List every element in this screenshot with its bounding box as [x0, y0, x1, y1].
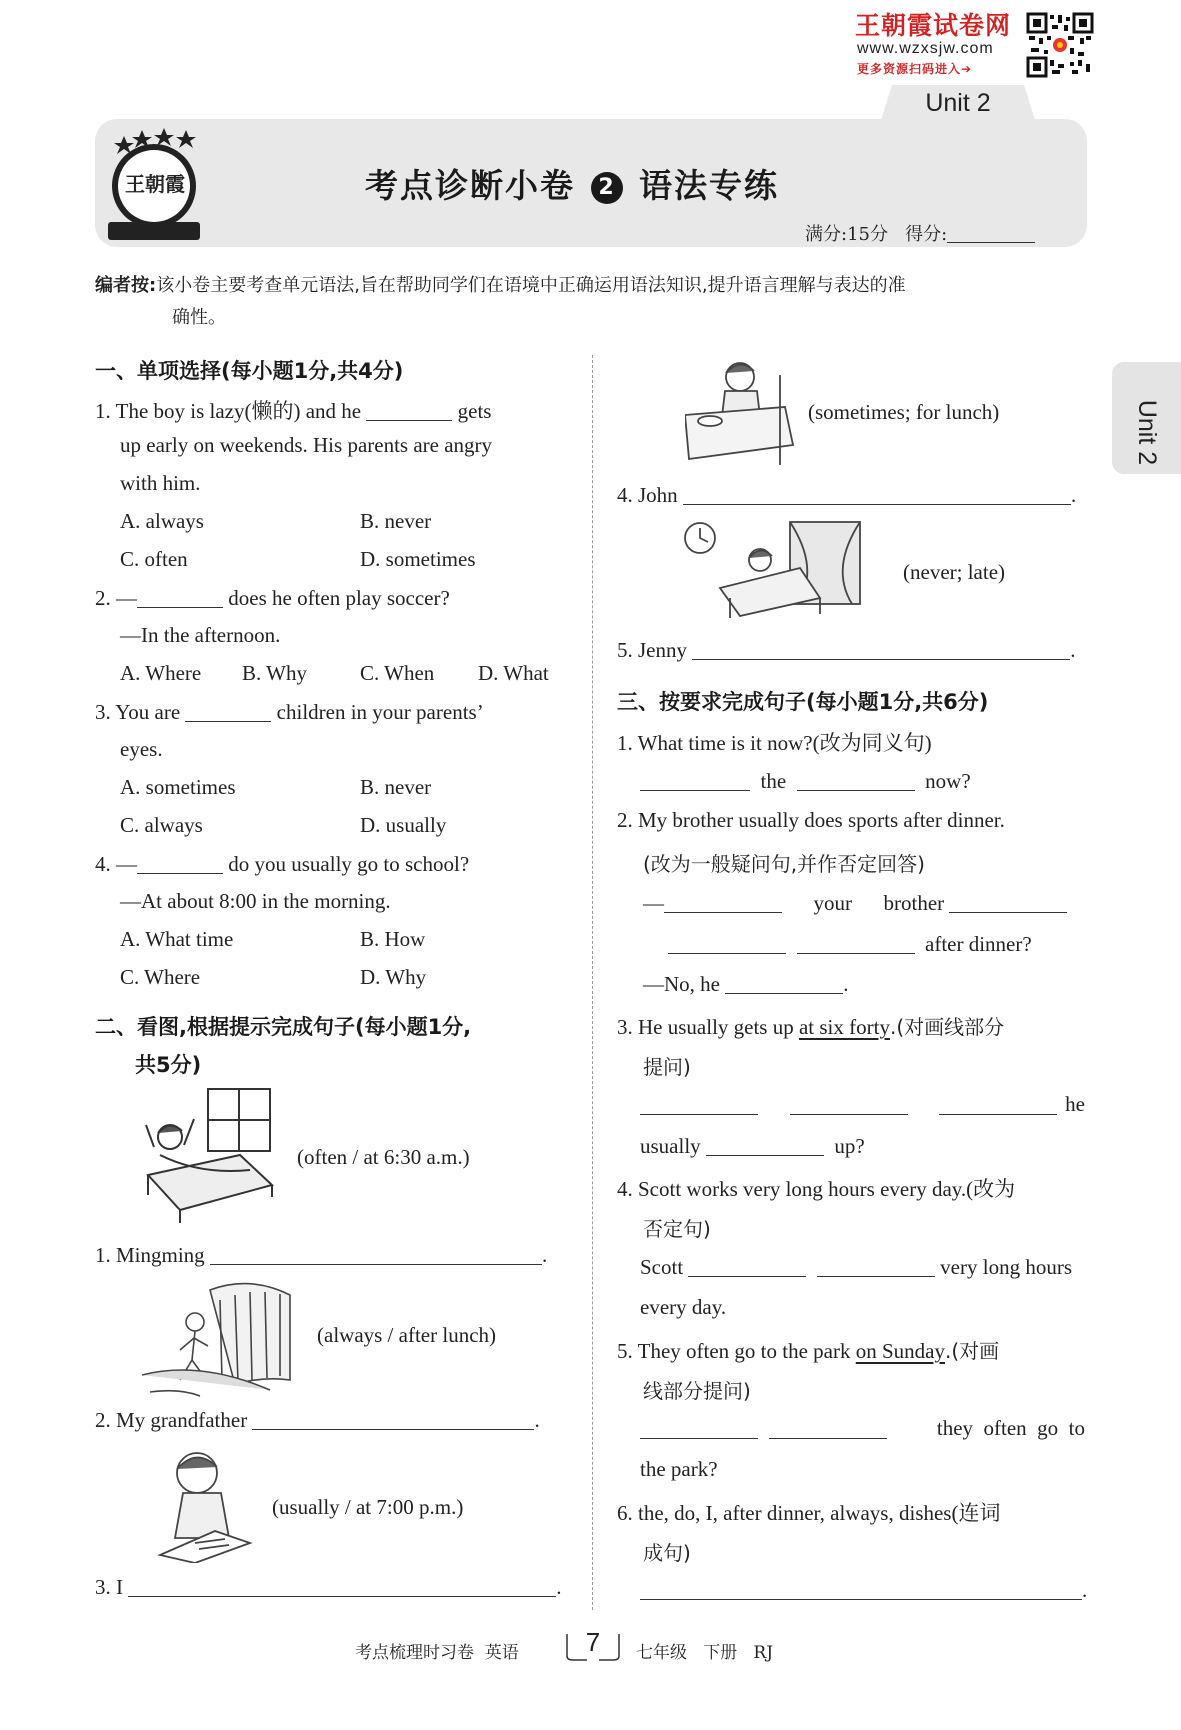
s1-q3-option-a[interactable]: A. sometimes [120, 775, 236, 799]
brand-more[interactable]: 更多资源扫码进入➔ [857, 62, 973, 76]
footer-right: 七年级 下册 RJ [636, 1643, 774, 1663]
s3-q5-stem: 5. They often go to the park [617, 1339, 856, 1363]
s2-hint1: (often / at 6:30 a.m.) [297, 1145, 470, 1169]
s1-q1-option-d[interactable]: D. sometimes [360, 547, 476, 571]
s1-q1-blank[interactable] [366, 398, 452, 421]
title-suffix: 语法专练 [639, 166, 779, 205]
s3-q5-word1: they often go to [936, 1416, 1085, 1440]
s1-q3-line2: eyes. [120, 737, 163, 761]
s2-q4-blank[interactable] [683, 482, 1071, 505]
s3-q2-line2: (改为一般疑问句,并作否定回答) [643, 852, 925, 876]
s3-q6-blank[interactable] [640, 1577, 1082, 1600]
s3-q1-word2: now? [925, 769, 971, 794]
s3-q3-underlined: at six forty [798, 1015, 890, 1039]
s1-q2-line2: —In the afternoon. [120, 623, 281, 647]
s3-q5-line1 [617, 1335, 999, 1364]
s3-q5-blank2[interactable] [769, 1416, 887, 1439]
s3-q5-line3 [640, 1416, 1085, 1442]
s3-q3-blank3[interactable] [939, 1092, 1057, 1115]
s3-q2-word1: your [813, 891, 852, 916]
s3-q2-dash: — [643, 891, 664, 916]
full-score: 满分:15分 [805, 224, 888, 245]
s1-q1-stem-end: gets [457, 399, 492, 423]
brand-url[interactable]: www.wzxsjw.com [857, 40, 994, 57]
s1-q4-option-d[interactable]: D. Why [360, 965, 427, 989]
page-number: 7 [585, 1627, 601, 1657]
s2-q3-period: . [556, 1575, 562, 1600]
brand-logo-text: 王朝霞 [125, 172, 185, 196]
s2-q2 [95, 1407, 540, 1433]
s3-q2-period: . [843, 972, 849, 997]
s3-q4-word2: very long hours [940, 1255, 1072, 1280]
editor-note-cont: 确性。 [172, 307, 226, 328]
column-divider [592, 355, 593, 1610]
s3-q3-blank2[interactable] [790, 1092, 908, 1115]
score-line [805, 220, 1035, 246]
s3-q3-word1: he [1065, 1092, 1085, 1116]
section1-title: 一、单项选择(每小题1分,共4分) [95, 359, 404, 383]
s3-q6-line1: 6. the, do, I, after dinner, always, dishes(连词 [617, 1501, 1001, 1525]
s1-q2-option-b[interactable]: B. Why [242, 661, 307, 685]
s1-q2-option-a[interactable]: A. Where [120, 661, 202, 685]
s3-q3-line3 [640, 1092, 1085, 1118]
s1-q1-line1 [95, 395, 491, 425]
section2-title: 二、看图,根据提示完成句子(每小题1分, [95, 1015, 472, 1039]
boy-waking-picture [140, 1085, 280, 1225]
s3-q2-blank1[interactable] [664, 890, 782, 913]
s1-q1-stem: 1. The boy is lazy(懒的) and he [95, 399, 362, 423]
s2-q1 [95, 1242, 547, 1268]
grandfather-walking-picture [140, 1280, 300, 1400]
s1-q4-blank[interactable] [137, 851, 223, 874]
s2-hint2: (always / after lunch) [317, 1323, 497, 1347]
s2-q2-stem: 2. My grandfather [95, 1408, 248, 1433]
s2-q5-blank[interactable] [692, 637, 1070, 660]
score-blank[interactable] [947, 223, 1035, 243]
s1-q4-stem: 4. — [95, 852, 137, 877]
s3-q4-line4: every day. [640, 1295, 727, 1319]
footer-left: 考点梳理时习卷 英语 [355, 1643, 519, 1663]
s3-q2-blank4[interactable] [797, 931, 915, 954]
s3-q1-line1: 1. What time is it now?(改为同义句) [617, 731, 932, 755]
s2-q2-blank[interactable] [252, 1407, 534, 1430]
s3-q2-blank3[interactable] [668, 931, 786, 954]
s3-q2-line3 [643, 890, 1067, 916]
s3-q1-word1: the [760, 769, 787, 794]
s1-q4-line1 [95, 851, 469, 877]
s1-q3-blank[interactable] [185, 699, 271, 722]
s2-q4 [617, 482, 1076, 508]
s1-q1-option-a[interactable]: A. always [120, 509, 204, 533]
s3-q6-line3 [640, 1577, 1087, 1603]
editor-note-text: 该小卷主要考查单元语法,旨在帮助同学们在语境中正确运用语法知识,提升语言理解与表达的准 [156, 275, 906, 296]
girl-eating-picture [685, 355, 795, 465]
s2-q5-period: . [1070, 638, 1076, 663]
s1-q2-stem: 2. — [95, 586, 137, 611]
s1-q1-line3: with him. [120, 471, 201, 495]
s3-q3-stem: 3. He usually gets up [617, 1015, 799, 1039]
s1-q2-stem-end: does he often play soccer? [228, 586, 450, 611]
s2-q1-blank[interactable] [210, 1242, 542, 1265]
s1-q2-blank[interactable] [137, 585, 223, 608]
s3-q3-word3: up? [834, 1134, 865, 1159]
s2-q3-blank[interactable] [128, 1574, 556, 1597]
s3-q4-line1: 4. Scott works very long hours every day.(改为 [617, 1177, 1016, 1201]
s3-q1-line2 [640, 768, 971, 794]
s1-q3-option-d[interactable]: D. usually [360, 813, 447, 837]
s3-q2-answer: —No, he [643, 972, 720, 997]
s3-q2-blank2[interactable] [949, 890, 1067, 913]
s3-q2-word3: after dinner? [925, 932, 1032, 957]
title-prefix: 考点诊断小卷 [365, 166, 575, 205]
brand-name: 王朝霞试卷网 [855, 11, 1012, 40]
s2-q1-period: . [541, 1243, 548, 1268]
s3-q6-period: . [1082, 1578, 1088, 1603]
s2-hint3: (usually / at 7:00 p.m.) [272, 1495, 464, 1519]
editor-note-label: 编者按: [95, 275, 157, 296]
s1-q4-option-b[interactable]: B. How [360, 927, 426, 951]
s3-q2-word2: brother [883, 891, 945, 916]
s3-q3-instruction: .(对画线部分 [889, 1015, 1005, 1039]
boy-homework-picture [155, 1443, 255, 1563]
s3-q3-line2: 提问) [643, 1055, 691, 1079]
test-number-badge: 2 [591, 172, 623, 204]
s2-q4-stem: 4. John [617, 483, 678, 508]
s1-q4-line2: —At about 8:00 in the morning. [120, 889, 391, 913]
s3-q6-line2: 成句) [643, 1541, 691, 1565]
s2-q4-period: . [1070, 483, 1077, 508]
s2-q2-period: . [534, 1408, 540, 1433]
s3-q3-line1 [617, 1011, 1004, 1040]
s3-q5-line4: the park? [640, 1457, 718, 1481]
s2-q5 [617, 637, 1076, 663]
score-label: 得分: [905, 224, 948, 245]
s1-q3-line1 [95, 699, 484, 725]
s1-q3-stem: 3. You are [95, 700, 181, 725]
page-title [365, 160, 779, 207]
s3-q4-line3 [640, 1254, 1072, 1280]
s1-q3-stem-end: children in your parents’ [276, 700, 484, 725]
girl-sleeping-clock-picture [680, 518, 865, 620]
s3-q2-line1: 2. My brother usually does sports after dinner. [617, 808, 1005, 832]
s3-q3-blank1[interactable] [640, 1092, 758, 1115]
s1-q2-option-d[interactable]: D. What [478, 661, 549, 685]
s1-q4-stem-end: do you usually go to school? [228, 852, 470, 877]
s3-q2-line5 [643, 971, 849, 997]
s3-q2-blank5[interactable] [725, 971, 843, 994]
s3-q4-blank2[interactable] [817, 1254, 935, 1277]
side-tab-label: Unit 2 [1133, 399, 1161, 466]
s3-q3-line4 [640, 1133, 865, 1159]
s2-q1-stem: 1. Mingming [95, 1243, 205, 1268]
s3-q5-blank1[interactable] [640, 1416, 758, 1439]
s3-q3-blank4[interactable] [706, 1133, 824, 1156]
editor-note [95, 270, 906, 301]
s3-q2-line4 [668, 931, 1032, 957]
s1-q1-line2: up early on weekends. His parents are angry [120, 433, 493, 457]
s1-q2-option-c[interactable]: C. When [360, 661, 435, 685]
s1-q4-option-a[interactable]: A. What time [120, 927, 234, 951]
s3-q5-line2: 线部分提问) [643, 1379, 751, 1403]
s3-q5-instruction: .(对画 [944, 1339, 1000, 1363]
s3-q1-blank2[interactable] [797, 768, 915, 791]
s2-q3-stem: 3. I [95, 1575, 123, 1600]
s3-q4-word1: Scott [640, 1255, 684, 1280]
s3-q4-blank1[interactable] [688, 1254, 806, 1277]
s1-q3-option-c[interactable]: C. always [120, 813, 203, 837]
qr-code-icon[interactable] [1026, 12, 1094, 78]
s3-q5-underlined: on Sunday [855, 1339, 945, 1363]
s1-q3-option-b[interactable]: B. never [360, 775, 432, 799]
unit-tab: Unit 2 [925, 89, 991, 117]
s1-q1-option-b[interactable]: B. never [360, 509, 432, 533]
s2-hint5: (never; late) [903, 560, 1006, 584]
s3-q4-line2: 否定句) [643, 1217, 711, 1241]
s2-q3 [95, 1574, 562, 1600]
s1-q4-option-c[interactable]: C. Where [120, 965, 201, 989]
s1-q2-line1 [95, 585, 450, 611]
s2-q5-stem: 5. Jenny [617, 638, 687, 663]
s2-hint4: (sometimes; for lunch) [808, 400, 1000, 424]
section2-title-cont: 共5分) [135, 1053, 202, 1077]
s3-q1-blank1[interactable] [640, 768, 750, 791]
section3-title: 三、按要求完成句子(每小题1分,共6分) [617, 690, 989, 714]
s3-q3-word2: usually [640, 1134, 701, 1159]
s1-q1-option-c[interactable]: C. often [120, 547, 188, 571]
